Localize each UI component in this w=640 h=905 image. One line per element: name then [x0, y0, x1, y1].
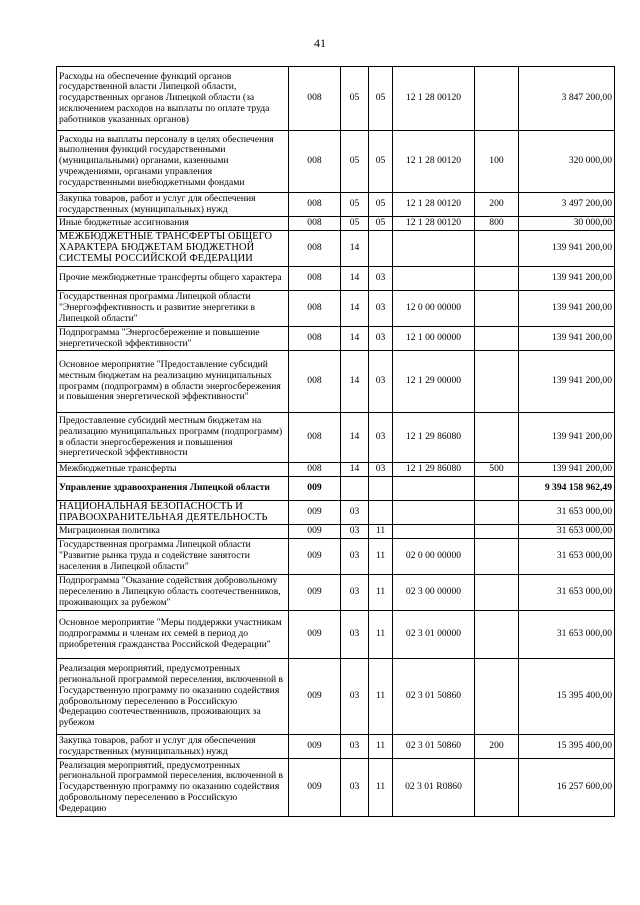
row-section-code: 14: [341, 231, 369, 267]
row-gr-code: 009: [289, 539, 341, 575]
row-expense-type: [475, 525, 519, 539]
row-name: Управление здравоохранения Липецкой области: [57, 477, 289, 501]
row-expense-type: [475, 501, 519, 525]
row-section-code: 05: [341, 217, 369, 231]
row-subsection-code: 03: [369, 267, 393, 291]
row-name: Предоставление субсидий местным бюджетам на реализацию муниципальных программ (подпрограмм) в области энергосбережения и повышения энергетической эффективности: [57, 413, 289, 463]
row-section-code: 03: [341, 759, 369, 817]
row-subsection-code: 11: [369, 611, 393, 659]
row-target-article: 02 0 00 00000: [393, 539, 475, 575]
row-name: Реализация мероприятий, предусмотренных региональной программой переселения, включенной в Государственную программу по оказанию содействия добровольному переселению в Российскую Федерацию: [57, 759, 289, 817]
row-target-article: 12 1 29 86080: [393, 463, 475, 477]
row-subsection-code: 11: [369, 525, 393, 539]
row-target-article: [393, 501, 475, 525]
row-target-article: 02 3 01 00000: [393, 611, 475, 659]
row-gr-code: 008: [289, 351, 341, 413]
row-target-article: [393, 477, 475, 501]
row-section-code: 14: [341, 327, 369, 351]
row-amount: 30 000,00: [519, 217, 615, 231]
row-subsection-code: 05: [369, 217, 393, 231]
row-expense-type: [475, 659, 519, 735]
row-subsection-code: 03: [369, 413, 393, 463]
row-subsection-code: 03: [369, 463, 393, 477]
row-amount: 320 000,00: [519, 131, 615, 193]
row-gr-code: 009: [289, 659, 341, 735]
row-section-code: 14: [341, 291, 369, 327]
row-expense-type: [475, 759, 519, 817]
row-subsection-code: 05: [369, 67, 393, 131]
table-row: [57, 413, 615, 463]
table-row: [57, 131, 615, 193]
row-subsection-code: 11: [369, 575, 393, 611]
row-target-article: 02 3 01 50860: [393, 735, 475, 759]
row-subsection-code: [369, 477, 393, 501]
row-name: Расходы на обеспечение функций органов государственной власти Липецкой области, государственных органов Липецкой области (за исключением расходов на выплаты по оплате труда работников указанных органов): [57, 67, 289, 131]
row-target-article: 02 3 01 R0860: [393, 759, 475, 817]
table-row: [57, 67, 615, 131]
table-row: [57, 231, 615, 267]
row-amount: 139 941 200,00: [519, 267, 615, 291]
row-target-article: [393, 525, 475, 539]
row-target-article: 12 1 29 86080: [393, 413, 475, 463]
row-expense-type: [475, 291, 519, 327]
row-gr-code: 009: [289, 611, 341, 659]
table-row: [57, 659, 615, 735]
row-subsection-code: 03: [369, 291, 393, 327]
row-section-code: 03: [341, 659, 369, 735]
row-gr-code: 009: [289, 525, 341, 539]
row-section-code: 14: [341, 463, 369, 477]
table-row: [57, 759, 615, 817]
row-target-article: 12 1 28 00120: [393, 193, 475, 217]
row-gr-code: 008: [289, 131, 341, 193]
table-row: [57, 327, 615, 351]
row-name: Расходы на выплаты персоналу в целях обеспечения выполнения функций государственными (муниципальными) органами, казенными учреждениями, органами управления государственными внебюджетными фондами: [57, 131, 289, 193]
table-row: [57, 267, 615, 291]
row-section-code: 14: [341, 351, 369, 413]
table-row: [57, 217, 615, 231]
row-name: Основное мероприятие "Предоставление субсидий местным бюджетам на реализацию муниципальных программ (подпрограмм) в области энергосбережения и повышения энергетической эффективности": [57, 351, 289, 413]
row-subsection-code: 03: [369, 351, 393, 413]
row-name: Прочие межбюджетные трансферты общего характера: [57, 267, 289, 291]
table-row: [57, 501, 615, 525]
row-name: НАЦИОНАЛЬНАЯ БЕЗОПАСНОСТЬ И ПРАВООХРАНИТЕЛЬНАЯ ДЕЯТЕЛЬНОСТЬ: [57, 501, 289, 525]
row-amount: 3 497 200,00: [519, 193, 615, 217]
row-section-code: 05: [341, 193, 369, 217]
row-amount: 139 941 200,00: [519, 231, 615, 267]
row-subsection-code: 05: [369, 193, 393, 217]
table-row: [57, 539, 615, 575]
row-name: Межбюджетные трансферты: [57, 463, 289, 477]
row-target-article: 12 1 28 00120: [393, 217, 475, 231]
row-gr-code: 008: [289, 463, 341, 477]
row-target-article: [393, 231, 475, 267]
row-amount: 139 941 200,00: [519, 291, 615, 327]
row-amount: 15 395 400,00: [519, 659, 615, 735]
table-row: [57, 575, 615, 611]
row-name: Подпрограмма "Оказание содействия добровольному переселению в Липецкую область соотечественников, проживающих за рубежом": [57, 575, 289, 611]
row-expense-type: [475, 67, 519, 131]
row-subsection-code: 05: [369, 131, 393, 193]
row-expense-type: [475, 351, 519, 413]
row-expense-type: [475, 413, 519, 463]
row-target-article: 12 1 28 00120: [393, 67, 475, 131]
row-section-code: [341, 477, 369, 501]
row-amount: 15 395 400,00: [519, 735, 615, 759]
row-target-article: 12 0 00 00000: [393, 291, 475, 327]
row-amount: 139 941 200,00: [519, 351, 615, 413]
row-target-article: 12 1 28 00120: [393, 131, 475, 193]
row-target-article: 12 1 29 00000: [393, 351, 475, 413]
row-name: Государственная программа Липецкой области "Развитие рынка труда и содействие занятости населения в Липецкой области": [57, 539, 289, 575]
row-name: Государственная программа Липецкой области "Энергоэффективность и развитие энергетики в Липецкой области": [57, 291, 289, 327]
row-name: МЕЖБЮДЖЕТНЫЕ ТРАНСФЕРТЫ ОБЩЕГО ХАРАКТЕРА БЮДЖЕТАМ БЮДЖЕТНОЙ СИСТЕМЫ РОССИЙСКОЙ ФЕДЕРАЦИИ: [57, 231, 289, 267]
table-row: [57, 463, 615, 477]
row-name: Подпрограмма "Энергосбережение и повышение энергетической эффективности": [57, 327, 289, 351]
row-amount: 31 653 000,00: [519, 501, 615, 525]
row-target-article: [393, 267, 475, 291]
row-amount: 139 941 200,00: [519, 327, 615, 351]
table-row: [57, 735, 615, 759]
table-row: [57, 351, 615, 413]
row-section-code: 03: [341, 501, 369, 525]
row-name: Реализация мероприятий, предусмотренных региональной программой переселения, включенной в Государственную программу по оказанию содействия добровольному переселению в Российскую Федерацию соотечественников, проживающих за рубежом: [57, 659, 289, 735]
row-amount: 31 653 000,00: [519, 539, 615, 575]
row-section-code: 14: [341, 267, 369, 291]
budget-table: [56, 66, 615, 817]
row-gr-code: 008: [289, 217, 341, 231]
row-subsection-code: 03: [369, 327, 393, 351]
table-row: [57, 477, 615, 501]
row-expense-type: [475, 575, 519, 611]
row-section-code: 03: [341, 575, 369, 611]
row-gr-code: 009: [289, 501, 341, 525]
page-number: 41: [314, 36, 326, 50]
row-amount: 139 941 200,00: [519, 413, 615, 463]
row-name: Основное мероприятие "Меры поддержки участникам подпрограммы и членам их семей в период до приобретения гражданства Российской Федерации": [57, 611, 289, 659]
row-target-article: 02 3 01 50860: [393, 659, 475, 735]
row-target-article: 12 1 00 00000: [393, 327, 475, 351]
row-section-code: 03: [341, 611, 369, 659]
row-expense-type: 500: [475, 463, 519, 477]
row-gr-code: 008: [289, 231, 341, 267]
row-gr-code: 009: [289, 759, 341, 817]
table-row: [57, 525, 615, 539]
row-expense-type: 200: [475, 735, 519, 759]
row-subsection-code: [369, 501, 393, 525]
row-gr-code: 008: [289, 327, 341, 351]
row-gr-code: 008: [289, 413, 341, 463]
row-name: Закупка товаров, работ и услуг для обеспечения государственных (муниципальных) нужд: [57, 193, 289, 217]
row-gr-code: 008: [289, 267, 341, 291]
row-target-article: 02 3 00 00000: [393, 575, 475, 611]
row-name: Миграционная политика: [57, 525, 289, 539]
row-expense-type: 100: [475, 131, 519, 193]
row-gr-code: 008: [289, 67, 341, 131]
row-expense-type: [475, 327, 519, 351]
row-expense-type: 800: [475, 217, 519, 231]
table-row: [57, 291, 615, 327]
row-expense-type: 200: [475, 193, 519, 217]
row-amount: 3 847 200,00: [519, 67, 615, 131]
row-subsection-code: 11: [369, 659, 393, 735]
row-gr-code: 009: [289, 575, 341, 611]
row-subsection-code: 11: [369, 735, 393, 759]
row-amount: 9 394 158 962,49: [519, 477, 615, 501]
row-expense-type: [475, 267, 519, 291]
row-section-code: 05: [341, 131, 369, 193]
row-gr-code: 008: [289, 193, 341, 217]
table-row: [57, 193, 615, 217]
row-name: Закупка товаров, работ и услуг для обеспечения государственных (муниципальных) нужд: [57, 735, 289, 759]
row-amount: 16 257 600,00: [519, 759, 615, 817]
row-subsection-code: [369, 231, 393, 267]
row-amount: 31 653 000,00: [519, 525, 615, 539]
row-section-code: 03: [341, 539, 369, 575]
row-subsection-code: 11: [369, 759, 393, 817]
row-amount: 31 653 000,00: [519, 611, 615, 659]
row-amount: 31 653 000,00: [519, 575, 615, 611]
row-section-code: 03: [341, 735, 369, 759]
row-section-code: 05: [341, 67, 369, 131]
row-gr-code: 009: [289, 477, 341, 501]
table-row: [57, 611, 615, 659]
row-section-code: 03: [341, 525, 369, 539]
row-gr-code: 009: [289, 735, 341, 759]
row-gr-code: 008: [289, 291, 341, 327]
row-expense-type: [475, 231, 519, 267]
row-expense-type: [475, 477, 519, 501]
row-expense-type: [475, 611, 519, 659]
row-expense-type: [475, 539, 519, 575]
row-subsection-code: 11: [369, 539, 393, 575]
row-section-code: 14: [341, 413, 369, 463]
row-amount: 139 941 200,00: [519, 463, 615, 477]
row-name: Иные бюджетные ассигнования: [57, 217, 289, 231]
budget-table-body: [57, 67, 615, 817]
